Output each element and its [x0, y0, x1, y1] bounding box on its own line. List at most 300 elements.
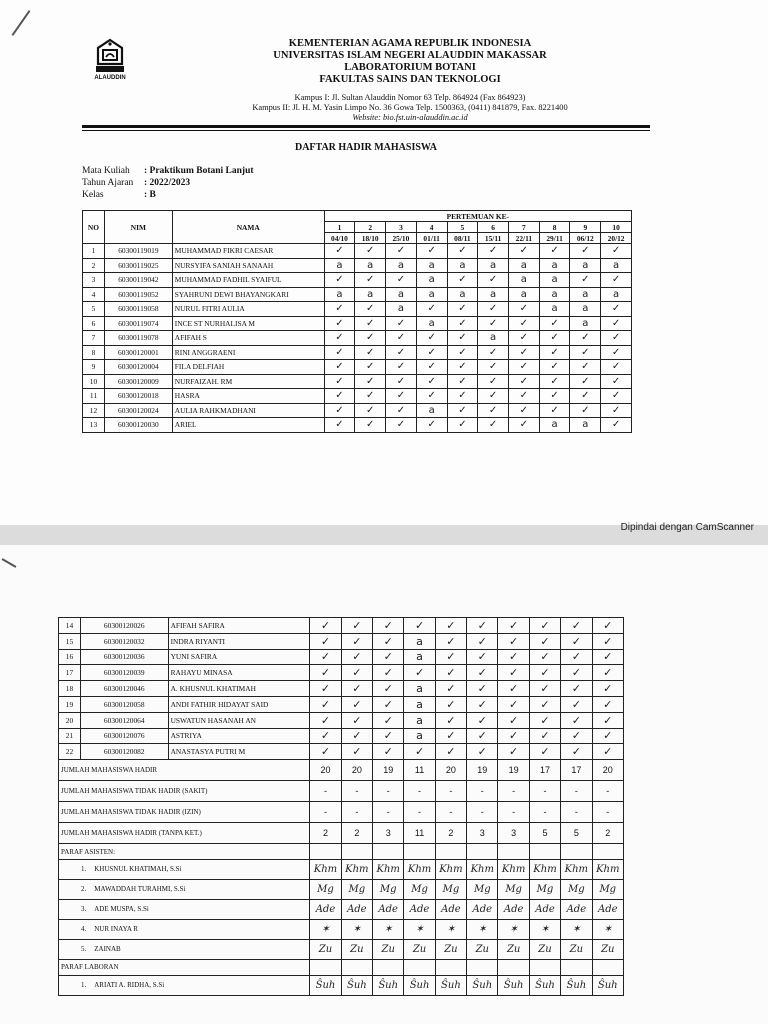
signature-mark: Mg — [592, 879, 623, 899]
attendance-mark: ✓ — [601, 389, 632, 404]
empty-cell — [373, 844, 404, 860]
ministry-name: KEMENTERIAN AGAMA REPUBLIK INDONESIA — [288, 38, 532, 49]
attendance-mark: a — [324, 258, 355, 273]
student-name: SYAHRUNI DEWI BHAYANGKARI — [172, 287, 324, 302]
attendance-mark: a — [539, 258, 570, 273]
signature-mark: Khm — [467, 859, 498, 879]
attendance-mark: ✓ — [508, 403, 539, 418]
attendance-mark: ✓ — [386, 374, 417, 389]
signer-no: 3. — [81, 905, 87, 914]
attendance-mark: ✓ — [355, 273, 386, 288]
attendance-mark: ✓ — [529, 618, 560, 634]
attendance-mark: ✓ — [447, 345, 478, 360]
table-row — [59, 681, 624, 697]
signature-mark: Ŝuh — [529, 975, 560, 995]
table-row — [83, 374, 632, 389]
attendance-mark: ✓ — [478, 345, 509, 360]
scan-watermark: Dipindai dengan CamScanner — [620, 522, 754, 533]
attendance-mark: ✓ — [310, 665, 341, 681]
empty-cell — [310, 959, 341, 975]
student-nim: 60300120046 — [80, 681, 168, 697]
faculty-name: FAKULTAS SAINS DAN TEKNOLOGI — [319, 74, 501, 85]
attendance-mark: ✓ — [310, 618, 341, 634]
attendance-mark: ✓ — [467, 696, 498, 712]
student-no: 1 — [83, 244, 105, 259]
attendance-mark: ✓ — [508, 345, 539, 360]
attendance-mark: ✓ — [601, 273, 632, 288]
signature-row — [59, 879, 624, 899]
student-name: AFIFAH SAFIRA — [168, 618, 310, 634]
table-row — [59, 744, 624, 760]
student-name: NURFAIZAH. RM — [172, 374, 324, 389]
class-label: Kelas — [82, 190, 104, 200]
signature-mark: Ade — [341, 899, 372, 919]
signature-mark: Zu — [435, 939, 466, 959]
summary-value: 5 — [529, 823, 560, 844]
signature-mark: Mg — [373, 879, 404, 899]
header-rule — [82, 125, 650, 128]
attendance-mark: ✓ — [355, 374, 386, 389]
signature-mark: Khm — [498, 859, 529, 879]
attendance-mark: ✓ — [539, 374, 570, 389]
student-name: INDRA RIYANTI — [168, 633, 310, 649]
signature-mark: Khm — [310, 859, 341, 879]
signer-name: ADE MUSPA, S.Si — [94, 905, 149, 914]
signer-cell — [59, 879, 310, 899]
table-row — [83, 316, 632, 331]
attendance-mark: ✓ — [478, 360, 509, 375]
attendance-mark: ✓ — [601, 302, 632, 317]
attendance-mark: ✓ — [324, 360, 355, 375]
attendance-mark: ✓ — [601, 403, 632, 418]
attendance-mark: ✓ — [386, 244, 417, 259]
attendance-mark: ✓ — [467, 633, 498, 649]
summary-value: 3 — [467, 823, 498, 844]
signature-mark: Zu — [592, 939, 623, 959]
table-row — [59, 618, 624, 634]
attendance-mark: ✓ — [478, 374, 509, 389]
empty-cell — [404, 959, 435, 975]
attendance-mark: ✓ — [561, 728, 592, 744]
attendance-mark: ✓ — [310, 696, 341, 712]
signature-mark: Zu — [373, 939, 404, 959]
attendance-mark: ✓ — [539, 316, 570, 331]
student-nim: 60300120026 — [80, 618, 168, 634]
student-name: A. KHUSNUL KHATIMAH — [168, 681, 310, 697]
attendance-mark: ✓ — [386, 403, 417, 418]
signer-cell — [59, 859, 310, 879]
attendance-mark: ✓ — [601, 418, 632, 433]
attendance-mark: ✓ — [435, 681, 466, 697]
attendance-mark: ✓ — [601, 374, 632, 389]
attendance-mark: ✓ — [539, 360, 570, 375]
summary-value: - — [529, 802, 560, 823]
table-row — [83, 273, 632, 288]
attendance-mark: ✓ — [386, 273, 417, 288]
signature-mark: Khm — [592, 859, 623, 879]
signer-no: 2. — [81, 885, 87, 894]
summary-value: - — [373, 802, 404, 823]
student-nim: 60300120039 — [80, 665, 168, 681]
student-name: ASTRIYA — [168, 728, 310, 744]
attendance-mark: a — [539, 287, 570, 302]
attendance-mark: ✓ — [561, 665, 592, 681]
attendance-mark: ✓ — [539, 345, 570, 360]
student-nim: 60300120030 — [104, 418, 172, 433]
attendance-mark: ✓ — [386, 389, 417, 404]
attendance-mark: ✓ — [508, 316, 539, 331]
attendance-mark: ✓ — [373, 744, 404, 760]
meeting-date: 01/11 — [416, 233, 447, 244]
attendance-mark: ✓ — [592, 618, 623, 634]
summary-label: JUMLAH MAHASISWA HADIR — [59, 760, 310, 781]
attendance-mark: a — [570, 316, 601, 331]
attendance-mark: ✓ — [416, 331, 447, 346]
attendance-mark: ✓ — [447, 273, 478, 288]
attendance-mark: ✓ — [416, 345, 447, 360]
attendance-mark: a — [324, 287, 355, 302]
attendance-mark: ✓ — [529, 681, 560, 697]
summary-value: - — [373, 781, 404, 802]
attendance-mark: ✓ — [435, 633, 466, 649]
student-no: 19 — [59, 696, 81, 712]
signer-name: NUR INAYA R — [94, 925, 138, 934]
signer-name: MAWADDAH TURAHMI, S.Si — [94, 885, 186, 894]
attendance-mark: ✓ — [561, 744, 592, 760]
student-nim: 60300119019 — [104, 244, 172, 259]
attendance-mark: ✓ — [529, 633, 560, 649]
attendance-mark: ✓ — [601, 345, 632, 360]
attendance-mark: a — [386, 302, 417, 317]
student-nim: 60300119058 — [104, 302, 172, 317]
attendance-mark: ✓ — [341, 681, 372, 697]
signature-mark: Mg — [404, 879, 435, 899]
signature-mark: Zu — [310, 939, 341, 959]
signer-cell — [59, 899, 310, 919]
student-nim: 60300120076 — [80, 728, 168, 744]
meeting-number: 8 — [539, 222, 570, 233]
meeting-date: 20/12 — [601, 233, 632, 244]
attendance-mark: ✓ — [529, 696, 560, 712]
logo-text: ALAUDDIN — [94, 75, 126, 81]
summary-value: - — [498, 781, 529, 802]
attendance-mark: ✓ — [570, 389, 601, 404]
attendance-mark: ✓ — [435, 618, 466, 634]
student-nim: 60300120032 — [80, 633, 168, 649]
student-no: 22 — [59, 744, 81, 760]
attendance-mark: ✓ — [341, 696, 372, 712]
empty-cell — [561, 959, 592, 975]
attendance-mark: ✓ — [355, 418, 386, 433]
year-label: Tahun Ajaran — [82, 178, 134, 188]
attendance-mark: a — [404, 633, 435, 649]
summary-label: JUMLAH MAHASISWA TIDAK HADIR (SAKIT) — [59, 781, 310, 802]
empty-cell — [341, 844, 372, 860]
table-row — [83, 244, 632, 259]
attendance-mark: ✓ — [373, 712, 404, 728]
attendance-mark: ✓ — [539, 389, 570, 404]
table-row — [83, 418, 632, 433]
signature-mark: Ŝuh — [498, 975, 529, 995]
attendance-mark: ✓ — [561, 633, 592, 649]
attendance-mark: a — [508, 258, 539, 273]
attendance-mark: ✓ — [324, 418, 355, 433]
student-name: FILA DELFIAH — [172, 360, 324, 375]
summary-value: 19 — [498, 760, 529, 781]
attendance-mark: ✓ — [529, 665, 560, 681]
lab-name: LABORATORIUM BOTANI — [344, 62, 476, 73]
empty-cell — [373, 959, 404, 975]
attendance-mark: ✓ — [508, 360, 539, 375]
attendance-mark: ✓ — [373, 681, 404, 697]
signature-mark: Ade — [404, 899, 435, 919]
assistants-label: PARAF ASISTEN: — [59, 844, 310, 860]
attendance-mark: ✓ — [416, 389, 447, 404]
empty-cell — [435, 844, 466, 860]
signature-mark: Khm — [561, 859, 592, 879]
student-name: YUNI SAFIRA — [168, 649, 310, 665]
table-row — [83, 360, 632, 375]
attendance-mark: ✓ — [592, 665, 623, 681]
attendance-mark: ✓ — [570, 360, 601, 375]
signature-mark: Mg — [498, 879, 529, 899]
attendance-mark: a — [416, 273, 447, 288]
student-name: MUHAMMAD FIKRI CAESAR — [172, 244, 324, 259]
signature-row — [59, 939, 624, 959]
attendance-mark: ✓ — [324, 389, 355, 404]
student-nim: 60300120058 — [80, 696, 168, 712]
attendance-mark: ✓ — [310, 633, 341, 649]
attendance-mark: ✓ — [404, 744, 435, 760]
attendance-mark: ✓ — [435, 712, 466, 728]
attendance-mark: a — [478, 258, 509, 273]
summary-value: - — [341, 802, 372, 823]
year-value: : 2022/2023 — [144, 178, 191, 188]
summary-value: 19 — [373, 760, 404, 781]
attendance-mark: ✓ — [592, 696, 623, 712]
student-name: ANASTASYA PUTRI M — [168, 744, 310, 760]
student-nim: 60300120024 — [104, 403, 172, 418]
attendance-mark: ✓ — [467, 665, 498, 681]
attendance-mark: ✓ — [324, 273, 355, 288]
attendance-mark: ✓ — [435, 696, 466, 712]
empty-cell — [435, 959, 466, 975]
attendance-mark: ✓ — [355, 316, 386, 331]
attendance-mark: ✓ — [592, 728, 623, 744]
attendance-mark: a — [570, 302, 601, 317]
signature-mark: ✶ — [373, 919, 404, 939]
student-no: 12 — [83, 403, 105, 418]
signature-mark: Ŝuh — [310, 975, 341, 995]
summary-value: - — [467, 781, 498, 802]
meeting-number: 10 — [601, 222, 632, 233]
attendance-mark: ✓ — [416, 374, 447, 389]
signature-mark: Ŝuh — [373, 975, 404, 995]
attendance-mark: ✓ — [447, 418, 478, 433]
signer-cell — [59, 975, 310, 995]
col-header-pertemuan: PERTEMUAN KE- — [324, 211, 631, 222]
student-name: HASRA — [172, 389, 324, 404]
attendance-mark: ✓ — [498, 696, 529, 712]
attendance-mark: ✓ — [435, 744, 466, 760]
summary-row — [59, 760, 624, 781]
attendance-mark: ✓ — [324, 244, 355, 259]
summary-value: 11 — [404, 760, 435, 781]
signature-mark: Ŝuh — [592, 975, 623, 995]
attendance-mark: ✓ — [447, 316, 478, 331]
summary-value: 3 — [373, 823, 404, 844]
attendance-mark: ✓ — [386, 360, 417, 375]
attendance-mark: ✓ — [498, 649, 529, 665]
signature-mark: Ade — [373, 899, 404, 919]
summary-value: 20 — [310, 760, 341, 781]
signature-mark: Mg — [529, 879, 560, 899]
attendance-mark: ✓ — [508, 374, 539, 389]
attendance-mark: a — [386, 258, 417, 273]
attendance-mark: ✓ — [508, 389, 539, 404]
campus-1-address: Kampus I: Jl. Sultan Alauddin Nomor 63 Telp. 864924 (Fax 864923) — [294, 93, 526, 102]
attendance-mark: ✓ — [467, 728, 498, 744]
signer-no: 1. — [81, 981, 87, 990]
summary-value: - — [561, 781, 592, 802]
summary-value: - — [404, 802, 435, 823]
attendance-mark: ✓ — [324, 374, 355, 389]
student-name: NURSYIFA SANIAH SANAAH — [172, 258, 324, 273]
student-name: USWATUN HASANAH AN — [168, 712, 310, 728]
empty-cell — [467, 844, 498, 860]
attendance-mark: ✓ — [592, 744, 623, 760]
empty-cell — [529, 844, 560, 860]
table-row — [59, 649, 624, 665]
student-no: 9 — [83, 360, 105, 375]
attendance-mark: ✓ — [324, 345, 355, 360]
attendance-mark: ✓ — [310, 728, 341, 744]
summary-value: 20 — [341, 760, 372, 781]
signer-no: 4. — [81, 925, 87, 934]
attendance-mark: a — [601, 287, 632, 302]
laboran-label: PARAF LABORAN — [59, 959, 310, 975]
student-name: ANDI FATHIR HIDAYAT SAID — [168, 696, 310, 712]
signature-row — [59, 975, 624, 995]
attendance-mark: ✓ — [478, 244, 509, 259]
summary-value: - — [529, 781, 560, 802]
attendance-mark: ✓ — [508, 244, 539, 259]
table-row — [83, 389, 632, 404]
attendance-mark: a — [404, 728, 435, 744]
scanned-page-2 — [0, 545, 768, 1024]
attendance-mark: ✓ — [570, 273, 601, 288]
attendance-mark: ✓ — [355, 360, 386, 375]
attendance-mark: ✓ — [570, 331, 601, 346]
signature-mark: ✶ — [310, 919, 341, 939]
summary-value: - — [341, 781, 372, 802]
attendance-mark: a — [416, 403, 447, 418]
empty-cell — [310, 844, 341, 860]
student-nim: 60300120082 — [80, 744, 168, 760]
student-nim: 60300120009 — [104, 374, 172, 389]
meeting-number: 9 — [570, 222, 601, 233]
student-name: ARIEL — [172, 418, 324, 433]
student-nim: 60300119078 — [104, 331, 172, 346]
signature-mark: Ŝuh — [561, 975, 592, 995]
attendance-mark: a — [478, 331, 509, 346]
student-name: NURUL FITRI AULIA — [172, 302, 324, 317]
signer-name: ARIATI A. RIDHA, S.Si — [94, 981, 165, 990]
attendance-mark: ✓ — [478, 273, 509, 288]
attendance-mark: a — [539, 302, 570, 317]
attendance-mark: ✓ — [508, 418, 539, 433]
attendance-mark: ✓ — [373, 649, 404, 665]
signature-mark: ✶ — [498, 919, 529, 939]
attendance-mark: ✓ — [601, 316, 632, 331]
attendance-mark: ✓ — [447, 360, 478, 375]
student-no: 5 — [83, 302, 105, 317]
meeting-number: 7 — [508, 222, 539, 233]
signature-mark: Khm — [529, 859, 560, 879]
summary-value: - — [435, 802, 466, 823]
summary-row — [59, 823, 624, 844]
signature-mark: Zu — [404, 939, 435, 959]
attendance-mark: ✓ — [498, 681, 529, 697]
attendance-mark: ✓ — [373, 633, 404, 649]
table-header-row — [83, 211, 632, 222]
student-name: RAHAYU MINASA — [168, 665, 310, 681]
attendance-mark: ✓ — [539, 244, 570, 259]
attendance-mark: ✓ — [324, 403, 355, 418]
course-line — [82, 166, 254, 177]
meeting-date: 22/11 — [508, 233, 539, 244]
meeting-number: 2 — [355, 222, 386, 233]
attendance-mark: a — [478, 287, 509, 302]
attendance-mark: a — [386, 287, 417, 302]
attendance-mark: ✓ — [498, 712, 529, 728]
class-line — [82, 190, 156, 201]
summary-value: 19 — [467, 760, 498, 781]
attendance-mark: ✓ — [478, 316, 509, 331]
attendance-mark: a — [416, 287, 447, 302]
website-line: Website: bio.fst.uin-alauddin.ac.id — [352, 113, 468, 122]
university-name: UNIVERSITAS ISLAM NEGERI ALAUDDIN MAKASSAR — [273, 50, 547, 61]
summary-value: 17 — [561, 760, 592, 781]
summary-value: 11 — [404, 823, 435, 844]
attendance-mark: ✓ — [373, 728, 404, 744]
signature-mark: Ade — [529, 899, 560, 919]
signature-mark: Ade — [561, 899, 592, 919]
table-row — [83, 302, 632, 317]
meeting-number: 4 — [416, 222, 447, 233]
student-no: 16 — [59, 649, 81, 665]
attendance-mark: ✓ — [592, 681, 623, 697]
course-label: Mata Kuliah — [82, 166, 130, 176]
attendance-mark: a — [404, 681, 435, 697]
meeting-number: 5 — [447, 222, 478, 233]
attendance-mark: ✓ — [324, 331, 355, 346]
signature-mark: Mg — [341, 879, 372, 899]
signature-mark: Ade — [498, 899, 529, 919]
attendance-mark: ✓ — [355, 389, 386, 404]
signer-name: ZAINAB — [94, 945, 121, 954]
empty-cell — [498, 844, 529, 860]
pen-mark — [2, 558, 17, 568]
attendance-mark: ✓ — [435, 728, 466, 744]
attendance-mark: ✓ — [529, 728, 560, 744]
attendance-mark: ✓ — [404, 665, 435, 681]
summary-value: 2 — [592, 823, 623, 844]
pen-mark — [12, 10, 31, 36]
attendance-mark: ✓ — [310, 744, 341, 760]
signature-mark: Ade — [592, 899, 623, 919]
student-nim: 60300119052 — [104, 287, 172, 302]
